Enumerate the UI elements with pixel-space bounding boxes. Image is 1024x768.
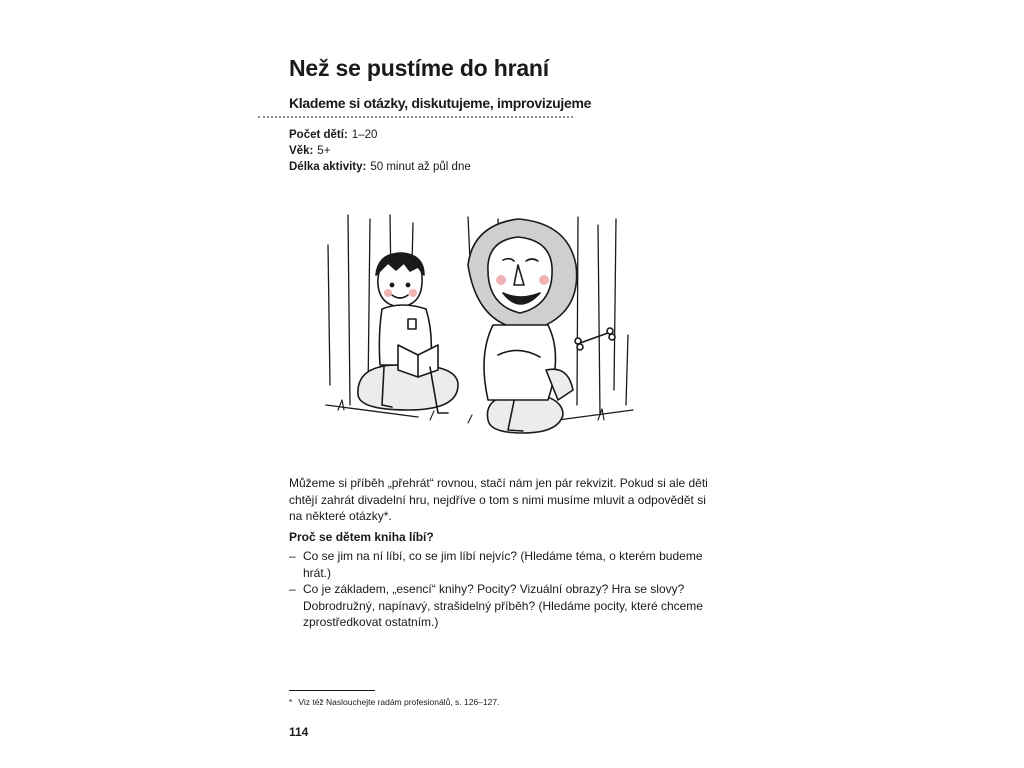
meta-value: 50 minut až půl dne bbox=[370, 161, 471, 173]
section-subtitle: Klademe si otázky, diskutujeme, improvizujeme bbox=[289, 95, 592, 111]
bone-icon bbox=[575, 328, 615, 350]
meta-children-count bbox=[289, 127, 471, 143]
list-item-text: Co je základem, „esencí“ knihy? Pocity? Vizuální obrazy? Hra se slovy? Dobrodružný, napínavý, strašidelný příběh? (Hledáme pocity, které chceme zprostředkovat ostatním.) bbox=[303, 582, 703, 629]
meta-age bbox=[289, 143, 471, 159]
meta-duration bbox=[289, 159, 471, 175]
lion-icon bbox=[468, 219, 577, 431]
footnote-text: Viz též Naslouchejte radám profesionálů, s. 126–127. bbox=[298, 697, 500, 707]
footnote bbox=[289, 697, 499, 707]
page-number: 114 bbox=[289, 725, 309, 739]
footnote-mark: * bbox=[289, 697, 293, 707]
list-item bbox=[289, 581, 709, 631]
meta-value: 5+ bbox=[317, 145, 331, 157]
boy-reading-to-lion-illustration bbox=[318, 205, 638, 445]
body-paragraph: Můžeme si příběh „přehrát“ rovnou, stačí nám jen pár rekvizit. Pokud si ale děti chtějí zahrát divadelní hru, nejdříve o tom s nimi musíme mluvit a odpovědět si na některé otázky*. bbox=[289, 476, 708, 523]
meta-label: Délka aktivity: bbox=[289, 161, 367, 173]
dotted-divider bbox=[258, 116, 573, 118]
question-list bbox=[289, 548, 709, 631]
section-heading: Proč se dětem kniha líbí? bbox=[289, 530, 434, 544]
activity-meta bbox=[289, 127, 471, 175]
page-title: Než se pustíme do hraní bbox=[289, 55, 549, 81]
meta-label: Věk: bbox=[289, 145, 314, 157]
meta-label: Počet dětí: bbox=[289, 129, 348, 141]
footnote-divider bbox=[289, 690, 375, 691]
meta-value: 1–20 bbox=[351, 129, 378, 141]
list-item bbox=[289, 548, 709, 581]
list-dash: – bbox=[289, 549, 296, 563]
list-item-text: Co se jim na ní líbí, co se jim líbí nejvíc? (Hledáme téma, o kterém budeme hrát.) bbox=[303, 549, 703, 580]
list-dash: – bbox=[289, 582, 296, 596]
